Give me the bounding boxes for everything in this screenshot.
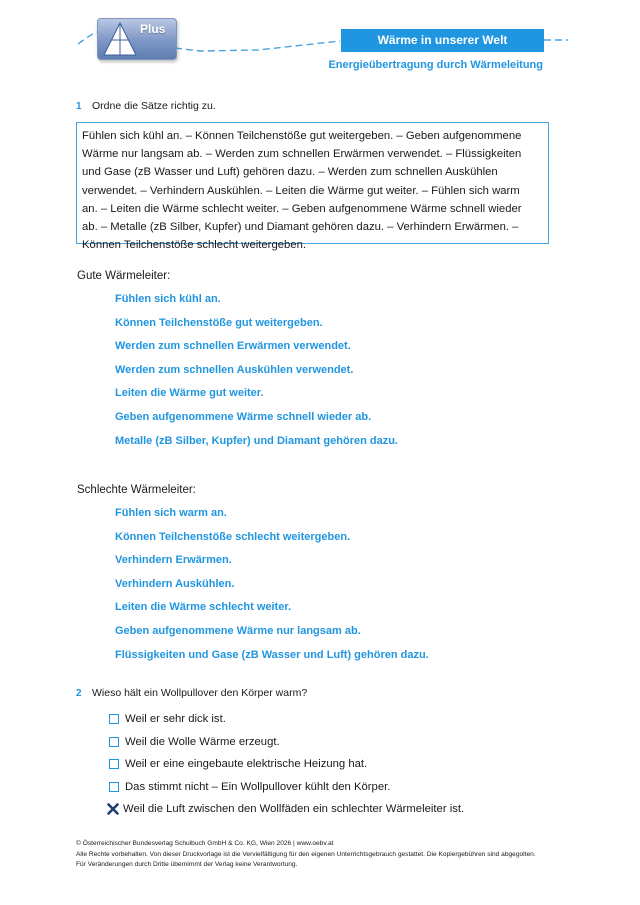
bad-conductors-list <box>115 502 429 667</box>
answer-item: Können Teilchenstöße schlecht weitergeben. <box>115 530 351 543</box>
answer-item: Geben aufgenommene Wärme nur langsam ab. <box>115 624 361 637</box>
option-label: Weil er eine eingebaute elektrische Heizung hat. <box>125 758 368 770</box>
header-decoration <box>0 0 640 70</box>
good-conductors-label: Gute Wärmeleiter: <box>77 270 171 282</box>
footer-disclaimer: Für Veränderungen durch Dritte übernimmt der Verlag keine Verantwortung. <box>76 861 298 869</box>
answer-item: Können Teilchenstöße gut weitergeben. <box>115 316 323 329</box>
footer-rights: Alle Rechte vorbehalten. Von dieser Druckvorlage ist die Vervielfältigung für den eigenen Unterrichtsgebrauch gestattet. Die Kopiergebühren sind abgegolten. <box>76 850 536 858</box>
question-1-prompt: Ordne die Sätze richtig zu. <box>92 100 216 112</box>
checkbox-icon[interactable] <box>109 782 119 792</box>
option-item[interactable] <box>109 731 464 754</box>
option-label: Das stimmt nicht – Ein Wollpullover kühlt den Körper. <box>125 780 391 793</box>
word-bank-line: und Gase (zB Wasser und Luft) gehören dazu. – Werden zum schnellen Auskühlen <box>82 166 498 179</box>
answer-item: Werden zum schnellen Erwärmen verwendet. <box>115 340 351 353</box>
page-title: Wärme in unserer Welt <box>341 29 544 52</box>
option-label: Weil er sehr dick ist. <box>125 713 226 725</box>
answer-options <box>109 708 464 821</box>
answer-item: Metalle (zB Silber, Kupfer) und Diamant gehören dazu. <box>115 434 398 447</box>
answer-item: Leiten die Wärme gut weiter. <box>115 387 264 400</box>
word-bank-line: Fühlen sich kühl an. – Können Teilchenstöße gut weitergeben. – Geben aufgenommene <box>82 130 522 142</box>
question-1-number: 1 <box>76 101 82 112</box>
checked-cross-icon[interactable] <box>107 803 119 815</box>
option-item[interactable] <box>109 708 464 731</box>
answer-item: Verhindern Auskühlen. <box>115 577 235 590</box>
triangle-logo-icon <box>102 21 138 57</box>
question-2-prompt: Wieso hält ein Wollpullover den Körper warm? <box>92 687 308 699</box>
answer-item: Verhindern Erwärmen. <box>115 554 232 567</box>
option-label: Weil die Luft zwischen den Wollfäden ein schlechter Wärmeleiter ist. <box>123 803 465 815</box>
answer-item: Leiten die Wärme schlecht weiter. <box>115 601 292 614</box>
checkbox-icon[interactable] <box>109 737 119 747</box>
option-item[interactable] <box>109 753 464 776</box>
option-label: Weil die Wolle Wärme erzeugt. <box>125 735 280 748</box>
word-bank-line: Können Teilchenstöße schlecht weitergeben. <box>82 239 306 252</box>
logo-text: Plus <box>140 22 166 36</box>
word-bank-line: verwendet. – Verhindern Auskühlen. – Leiten die Wärme gut weiter. – Fühlen sich warm <box>82 184 520 197</box>
plus-logo <box>97 18 177 60</box>
page-subtitle: Energieübertragung durch Wärmeleitung <box>328 59 543 71</box>
footer <box>76 839 536 871</box>
word-bank-box <box>76 122 549 252</box>
word-bank-line: ab. – Metalle (zB Silber, Kupfer) und Diamant gehören dazu. – Verhindern Erwärmen. – <box>82 221 519 234</box>
checkbox-icon[interactable] <box>109 759 119 769</box>
bad-conductors-label: Schlechte Wärmeleiter: <box>77 484 196 496</box>
checkbox-icon[interactable] <box>109 714 119 724</box>
answer-item: Fühlen sich kühl an. <box>115 293 221 305</box>
footer-copyright: © Österreichischer Bundesverlag Schulbuch GmbH & Co. KG, Wien 2026 | www.oebv.at <box>76 840 334 847</box>
answer-item: Flüssigkeiten und Gase (zB Wasser und Luft) gehören dazu. <box>115 648 429 661</box>
answer-item: Werden zum schnellen Auskühlen verwendet. <box>115 363 354 376</box>
option-item[interactable] <box>109 798 464 821</box>
good-conductors-list <box>115 288 398 453</box>
answer-item: Geben aufgenommene Wärme schnell wieder ab. <box>115 410 372 423</box>
question-2-number: 2 <box>76 688 82 699</box>
answer-item: Fühlen sich warm an. <box>115 507 227 519</box>
word-bank-line: an. – Leiten die Wärme schlecht weiter. – Geben aufgenommene Wärme schnell wieder <box>82 202 522 215</box>
option-item[interactable] <box>109 776 464 799</box>
word-bank-line: Wärme nur langsam ab. – Werden zum schnellen Erwärmen verwendet. – Flüssigkeiten <box>82 148 522 161</box>
